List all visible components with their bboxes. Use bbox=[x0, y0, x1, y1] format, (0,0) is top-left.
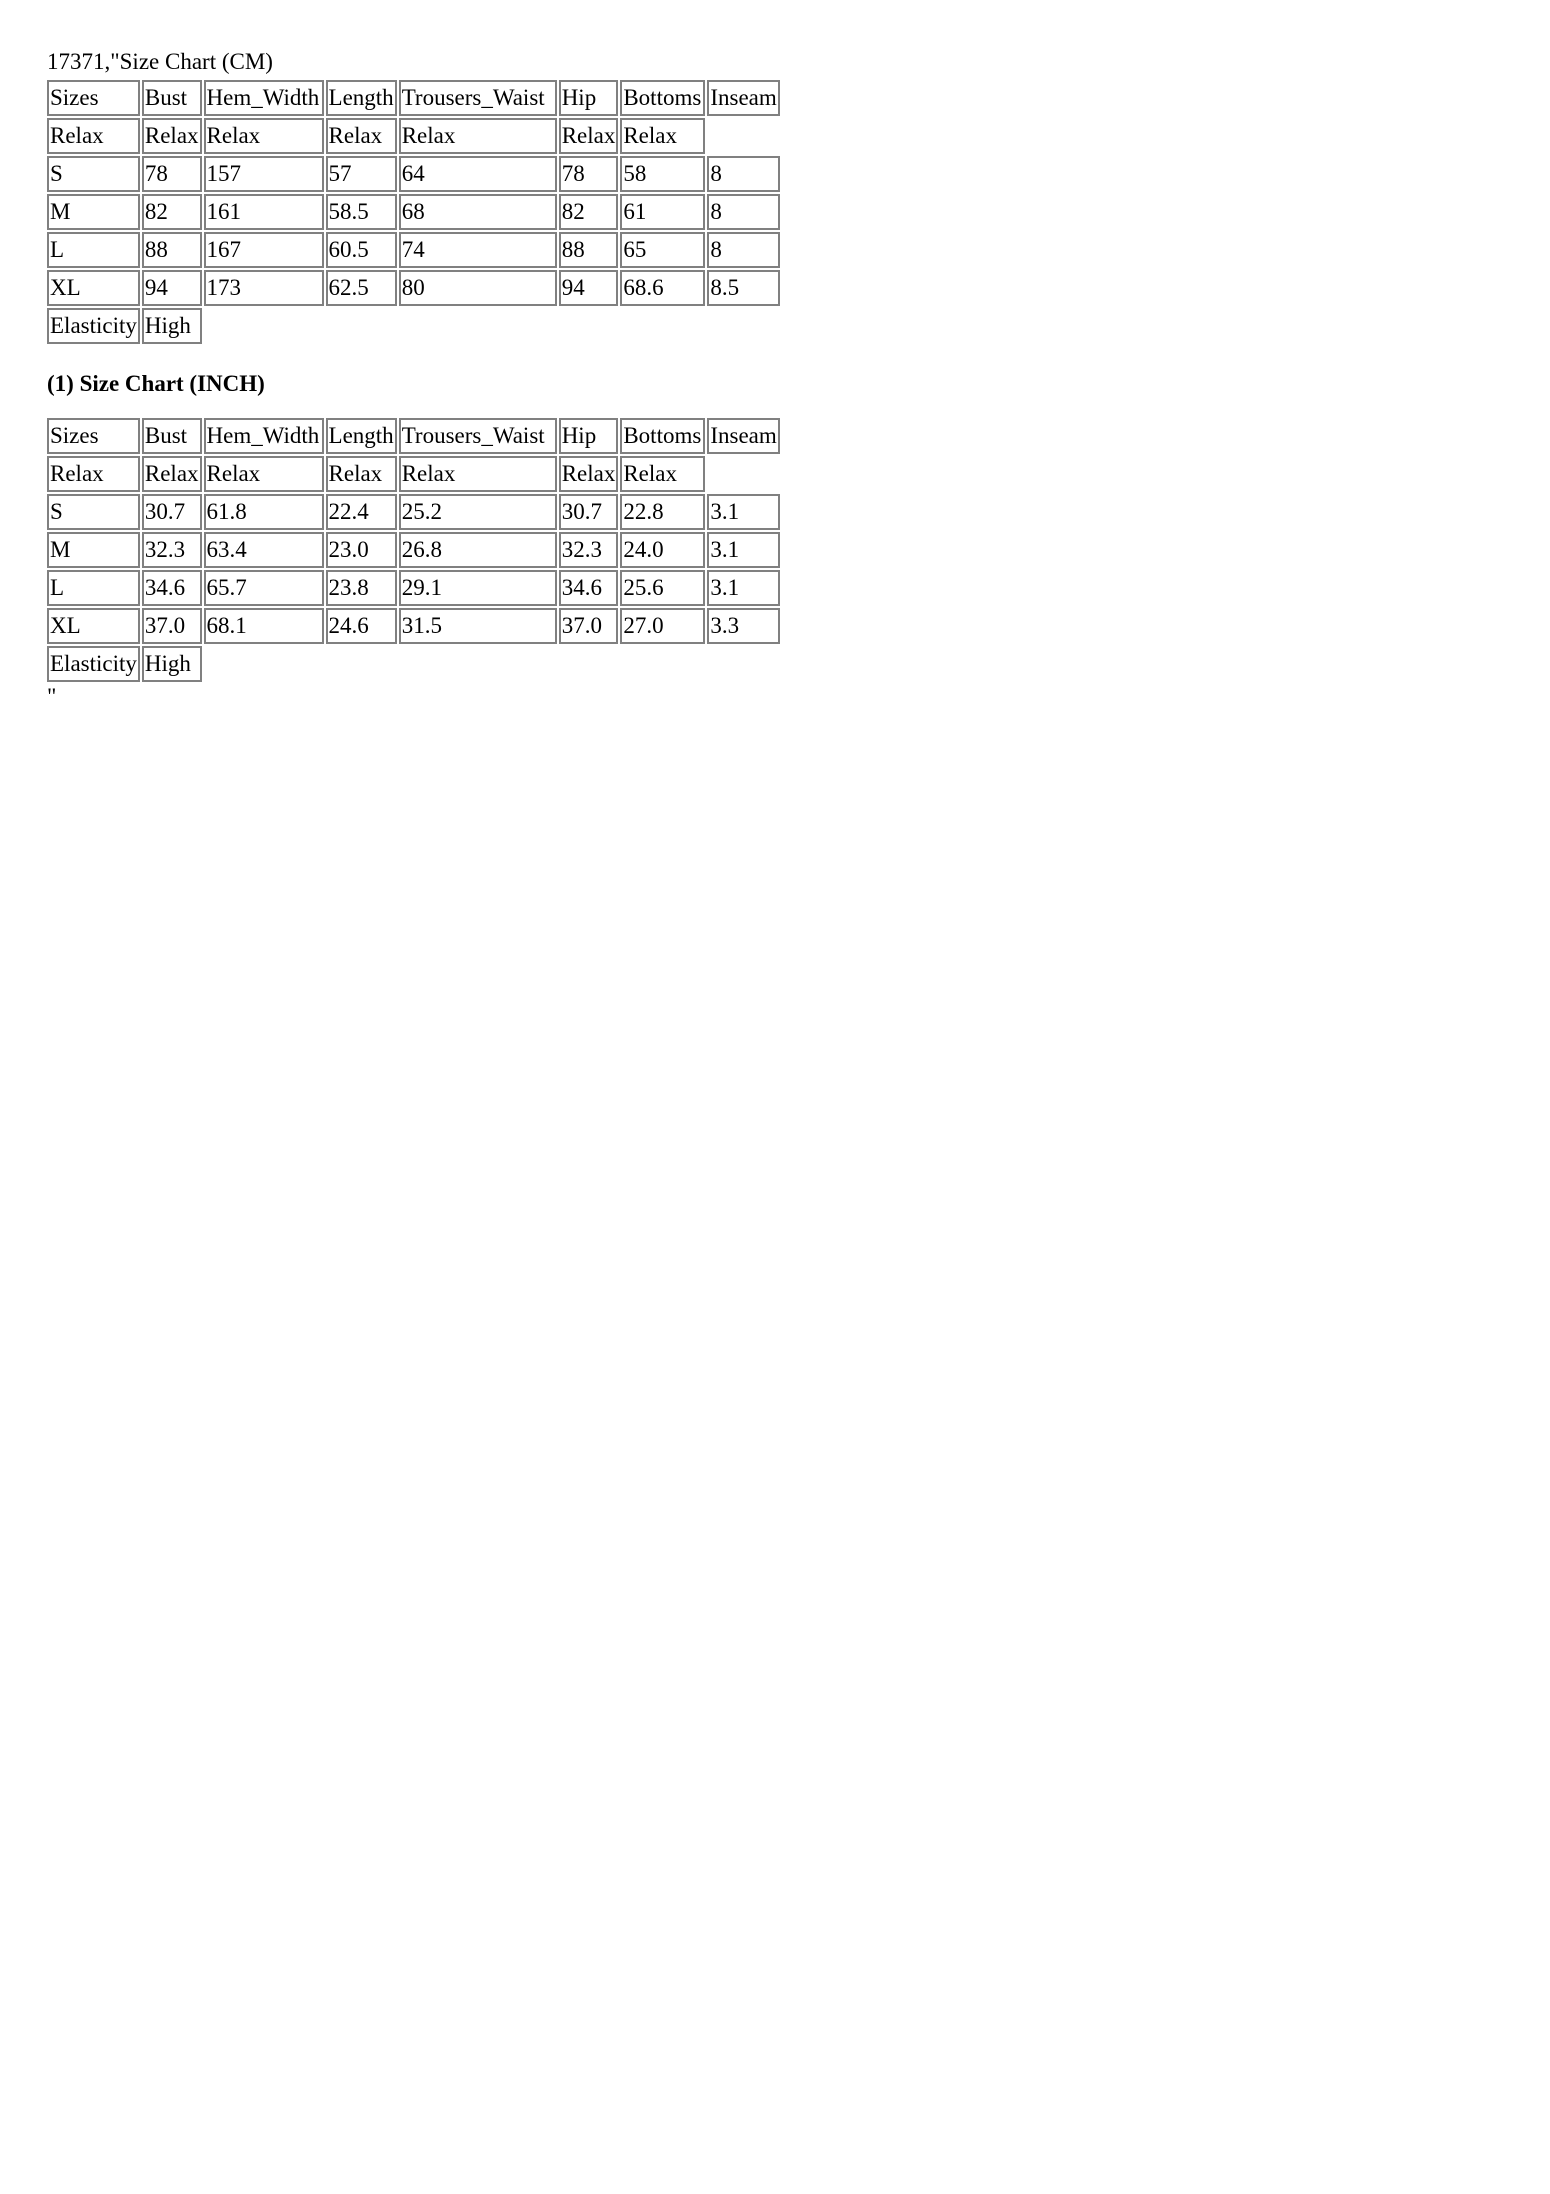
table-cell: Relax bbox=[204, 456, 324, 492]
header-cell: Length bbox=[326, 418, 397, 454]
table-cell: Relax bbox=[559, 118, 619, 154]
table-cell: 25.2 bbox=[399, 494, 557, 530]
table-cell: 30.7 bbox=[142, 494, 202, 530]
elasticity-row bbox=[47, 646, 780, 682]
header-cell: Bust bbox=[142, 418, 202, 454]
table-cell: Relax bbox=[47, 118, 140, 154]
table-row bbox=[47, 270, 780, 306]
table-cell: 65 bbox=[620, 232, 705, 268]
table-cell: 22.4 bbox=[326, 494, 397, 530]
table-cell: Relax bbox=[142, 118, 202, 154]
table-cell: 8.5 bbox=[707, 270, 780, 306]
table-cell: Relax bbox=[47, 456, 140, 492]
table-cell: 68.6 bbox=[620, 270, 705, 306]
table-header-row bbox=[47, 80, 780, 116]
table-cell: 78 bbox=[559, 156, 619, 192]
table-cell: 8 bbox=[707, 232, 780, 268]
table-cell: 63.4 bbox=[204, 532, 324, 568]
table-cell: 74 bbox=[399, 232, 557, 268]
empty-cell bbox=[326, 646, 397, 682]
empty-cell bbox=[399, 308, 557, 344]
table-row bbox=[47, 232, 780, 268]
table-cell: 61 bbox=[620, 194, 705, 230]
table-cell: 167 bbox=[204, 232, 324, 268]
table-cell: 23.0 bbox=[326, 532, 397, 568]
table-cell: 24.0 bbox=[620, 532, 705, 568]
table-cell: Relax bbox=[326, 118, 397, 154]
table-cell: 25.6 bbox=[620, 570, 705, 606]
table-cell: 68.1 bbox=[204, 608, 324, 644]
table-cell: Relax bbox=[326, 456, 397, 492]
table-cell: 173 bbox=[204, 270, 324, 306]
header-cell: Trousers_Waist bbox=[399, 80, 557, 116]
table-cell: Relax bbox=[399, 456, 557, 492]
table-cell: 65.7 bbox=[204, 570, 324, 606]
header-cell: Hip bbox=[559, 418, 619, 454]
elasticity-row bbox=[47, 308, 780, 344]
table-row bbox=[47, 570, 780, 606]
table-cell: 80 bbox=[399, 270, 557, 306]
table-cell: 157 bbox=[204, 156, 324, 192]
table-header-row bbox=[47, 418, 780, 454]
table-cell: 24.6 bbox=[326, 608, 397, 644]
header-cell: Inseam bbox=[707, 80, 780, 116]
header-cell: Trousers_Waist bbox=[399, 418, 557, 454]
table-cell: 29.1 bbox=[399, 570, 557, 606]
empty-cell bbox=[620, 308, 705, 344]
table-cell: 26.8 bbox=[399, 532, 557, 568]
table-cell: XL bbox=[47, 608, 140, 644]
table-row bbox=[47, 532, 780, 568]
empty-cell bbox=[204, 308, 324, 344]
document-page bbox=[47, 47, 782, 710]
trailing-quote: " bbox=[47, 684, 57, 709]
header-cell: Length bbox=[326, 80, 397, 116]
table-cell: 8 bbox=[707, 194, 780, 230]
table-cell: 64 bbox=[399, 156, 557, 192]
table-cell: S bbox=[47, 494, 140, 530]
empty-cell bbox=[399, 646, 557, 682]
table-cell: M bbox=[47, 194, 140, 230]
header-cell: Sizes bbox=[47, 80, 140, 116]
size-chart-inch-table bbox=[45, 416, 782, 684]
table-cell: 57 bbox=[326, 156, 397, 192]
table-cell: 30.7 bbox=[559, 494, 619, 530]
table-cell: 8 bbox=[707, 156, 780, 192]
relax-row bbox=[47, 118, 780, 154]
header-cell: Hem_Width bbox=[204, 80, 324, 116]
table-cell: L bbox=[47, 570, 140, 606]
table-cell: 31.5 bbox=[399, 608, 557, 644]
table-cell: Elasticity bbox=[47, 308, 140, 344]
table-cell: 37.0 bbox=[142, 608, 202, 644]
table-cell: 82 bbox=[559, 194, 619, 230]
table-cell: 3.1 bbox=[707, 532, 780, 568]
table-row bbox=[47, 494, 780, 530]
table-cell: Relax bbox=[399, 118, 557, 154]
relax-row bbox=[47, 456, 780, 492]
table-cell: 3.1 bbox=[707, 494, 780, 530]
table-cell: Relax bbox=[204, 118, 324, 154]
header-cell: Bust bbox=[142, 80, 202, 116]
table-cell: 94 bbox=[559, 270, 619, 306]
table-cell: 58.5 bbox=[326, 194, 397, 230]
header-cell: Sizes bbox=[47, 418, 140, 454]
table-cell: Relax bbox=[559, 456, 619, 492]
empty-cell bbox=[707, 456, 780, 492]
table-cell: 32.3 bbox=[559, 532, 619, 568]
empty-cell bbox=[620, 646, 705, 682]
empty-cell bbox=[559, 646, 619, 682]
size-chart-cm-table bbox=[45, 78, 782, 346]
empty-cell bbox=[707, 646, 780, 682]
table-cell: S bbox=[47, 156, 140, 192]
table-cell: 61.8 bbox=[204, 494, 324, 530]
table-cell: Elasticity bbox=[47, 646, 140, 682]
header-cell: Inseam bbox=[707, 418, 780, 454]
table-cell: 32.3 bbox=[142, 532, 202, 568]
header-cell: Hip bbox=[559, 80, 619, 116]
empty-cell bbox=[707, 308, 780, 344]
table-cell: 3.1 bbox=[707, 570, 780, 606]
header-cell: Bottoms bbox=[620, 80, 705, 116]
header-cell: Bottoms bbox=[620, 418, 705, 454]
table-cell: 82 bbox=[142, 194, 202, 230]
table-row bbox=[47, 194, 780, 230]
empty-cell bbox=[204, 646, 324, 682]
table-cell: 161 bbox=[204, 194, 324, 230]
table-cell: Relax bbox=[620, 456, 705, 492]
table-cell: 34.6 bbox=[142, 570, 202, 606]
table-cell: 23.8 bbox=[326, 570, 397, 606]
table-cell: 27.0 bbox=[620, 608, 705, 644]
table-cell: XL bbox=[47, 270, 140, 306]
table-cell: 58 bbox=[620, 156, 705, 192]
table-cell: M bbox=[47, 532, 140, 568]
table-cell: 68 bbox=[399, 194, 557, 230]
table-cell: 34.6 bbox=[559, 570, 619, 606]
table-cell: 37.0 bbox=[559, 608, 619, 644]
table-row bbox=[47, 608, 780, 644]
table-cell: L bbox=[47, 232, 140, 268]
intro-line: 17371,"Size Chart (CM) bbox=[47, 49, 273, 74]
table-cell: 3.3 bbox=[707, 608, 780, 644]
header-cell: Hem_Width bbox=[204, 418, 324, 454]
table-cell: 94 bbox=[142, 270, 202, 306]
table-cell: 88 bbox=[142, 232, 202, 268]
table-cell: 22.8 bbox=[620, 494, 705, 530]
table-cell: 60.5 bbox=[326, 232, 397, 268]
table-cell: Relax bbox=[142, 456, 202, 492]
table-cell: 88 bbox=[559, 232, 619, 268]
empty-cell bbox=[707, 118, 780, 154]
empty-cell bbox=[559, 308, 619, 344]
table-cell: 62.5 bbox=[326, 270, 397, 306]
empty-cell bbox=[326, 308, 397, 344]
table-cell: High bbox=[142, 646, 202, 682]
table-cell: 78 bbox=[142, 156, 202, 192]
table-cell: Relax bbox=[620, 118, 705, 154]
table-cell: High bbox=[142, 308, 202, 344]
table-row bbox=[47, 156, 780, 192]
section-heading: (1) Size Chart (INCH) bbox=[47, 371, 265, 396]
